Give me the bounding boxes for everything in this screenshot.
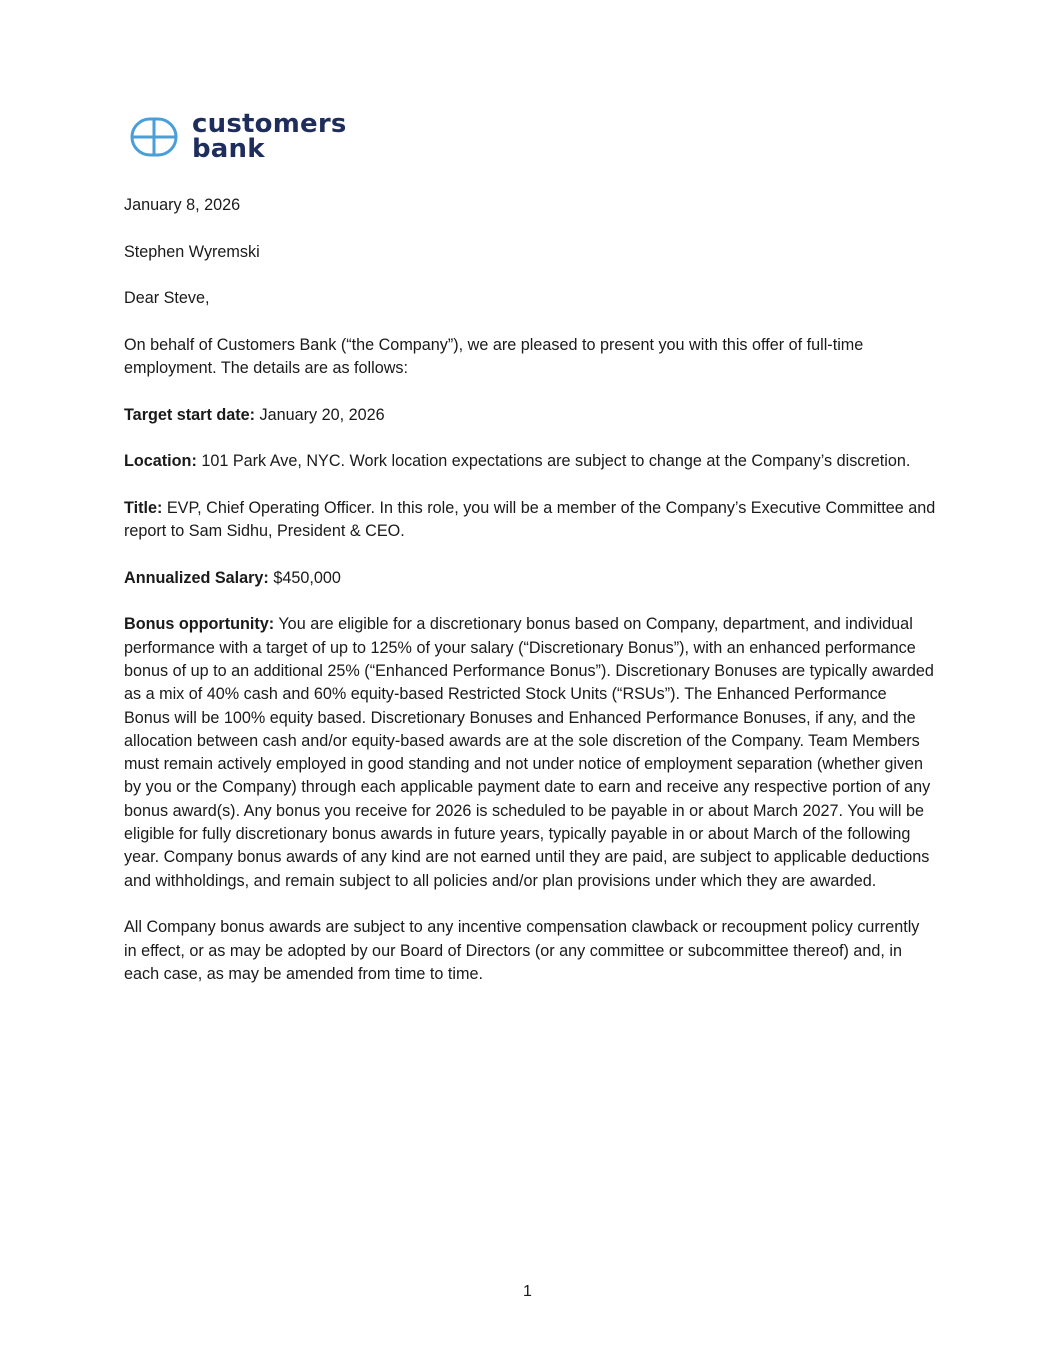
location-label: Location: (124, 452, 197, 471)
bonus-field (124, 613, 936, 893)
intro-paragraph: On behalf of Customers Bank (“the Company”), we are pleased to present you with this offer of full-time employment. The details are as follows: (124, 335, 864, 378)
title-value: EVP, Chief Operating Officer. In this role, you will be a member of the Company’s Executive Committee and report to Sam Sidhu, President & CEO. (124, 498, 936, 541)
logo-line-2: bank (192, 134, 265, 164)
bonus-label: Bonus opportunity: (124, 615, 275, 634)
title-field (124, 497, 936, 544)
clawback-paragraph: All Company bonus awards are subject to any incentive compensation clawback or recoupment policy currently in effect, or as may be adopted by our Board of Directors (or any committee or subcommittee thereof) and, in each case, as may be amended from time to time. (124, 918, 920, 983)
salary-field (124, 567, 936, 590)
start-date-value: January 20, 2026 (259, 405, 385, 424)
location-field (124, 450, 936, 473)
letter-date: January 8, 2026 (124, 196, 241, 214)
bonus-value: You are eligible for a discretionary bonus based on Company, department, and individual performance with a target of up to 125% of your salary (“Discretionary Bonus”), with an enhanced performance bonus of up to an additional 25% (“Enhanced Performance Bonus”). Discretionary Bonuses are typically awarded as a mix of 40% cash and 60% equity-based Restricted Stock Units (“RSUs”). The Enhanced Performance Bonus will be 100% equity based. Discretionary Bonuses and Enhanced Performance Bonuses, if any, and the allocation between cash and/or equity-based awards are at the sole discretion of the Company. Team Members must remain actively employed in good standing and not under notice of employment separation (whether given by you or the Company) through each applicable payment date to earn and receive any respective portion of any bonus award(s). Any bonus you receive for 2026 is scheduled to be payable in or about March 2027. You will be eligible for fully discretionary bonus awards in future years, typically payable in or about March of the following year. Company bonus awards of any kind are not earned until they are paid, are subject to applicable deductions and withholdings, and remain subject to all policies and/or plan provisions under which they are awarded. (124, 615, 934, 890)
letter-body (124, 194, 936, 1009)
salary-label: Annualized Salary: (124, 568, 269, 587)
page-number: 1 (523, 1283, 532, 1300)
salutation: Dear Steve, (124, 289, 210, 308)
logo-wordmark (192, 109, 347, 164)
start-date-field (124, 404, 936, 427)
title-label: Title: (124, 498, 163, 517)
location-value: 101 Park Ave, NYC. Work location expectations are subject to change at the Company’s discretion. (201, 452, 911, 471)
customers-bank-logo-icon (130, 117, 178, 157)
logo-line-1: customers (192, 109, 347, 139)
recipient-name: Stephen Wyremski (124, 242, 260, 261)
start-date-label: Target start date: (124, 405, 256, 424)
company-logo (130, 109, 347, 164)
salary-value: $450,000 (273, 568, 341, 587)
